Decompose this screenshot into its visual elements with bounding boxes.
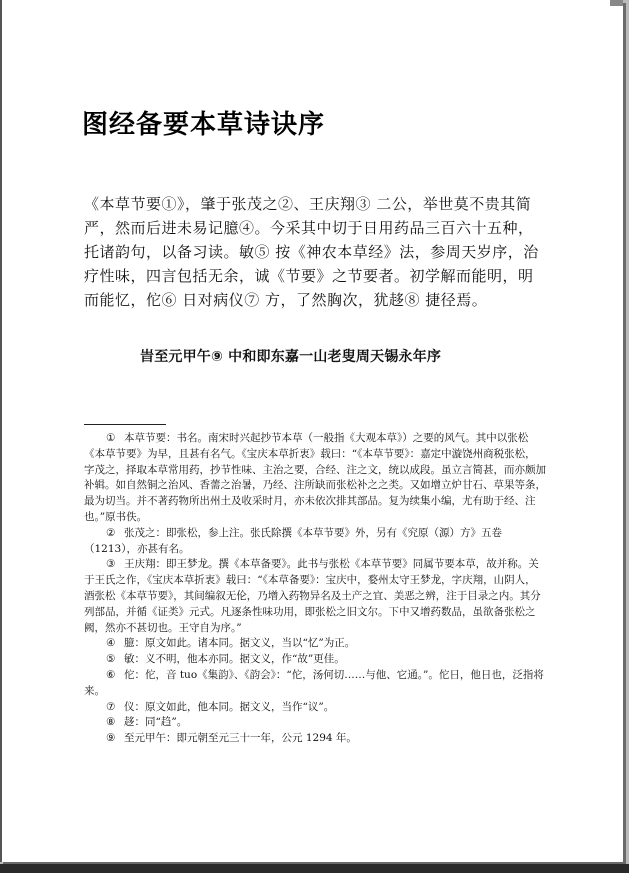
footnote-2 — [84, 526, 546, 558]
preface-paragraph: 《本草节要①》，肇于张茂之②、王庆翔③ 二公，举世莫不贵其简严，然而后进未易记臆④。今采其中切于日用药品三百六十五种，托诸韵句，以备习读。敏⑤ 按《神农本草经》法，参周天岁序，治疗性味，四言包括无余，诚《节要》之节要者。初学解而能明，明而能忆，佗⑥ 日对病仪⑦ 方，了然胸次，犹趍⑧ 捷径焉。 — [84, 195, 539, 309]
footnote-number: ⑨ — [106, 732, 116, 745]
footnote-6 — [84, 668, 546, 700]
footnote-8 — [84, 715, 546, 731]
footnote-number: ⑥ — [106, 668, 116, 681]
footnote-text: 仪：原文如此，他本同。据文义，当作“议”。 — [124, 700, 335, 713]
footnote-number: ⑦ — [106, 700, 116, 713]
preface-signature: 旹至元甲午⑨ 中和即东嘉一山老叟周天锡永年序 — [140, 349, 442, 365]
footnote-7 — [84, 700, 546, 716]
footnotes — [84, 431, 546, 747]
footnote-number: ⑤ — [106, 653, 116, 666]
footnote-9 — [84, 731, 546, 747]
footnote-4 — [84, 636, 546, 652]
page-corner-shadow — [610, 0, 623, 6]
footnote-number: ② — [106, 526, 116, 539]
footnote-number: ④ — [106, 637, 116, 650]
footnote-text: 本草节要：书名。南宋时兴起抄节本草（一般指《大观本草》）之要的风气。其中以张松《本草节要》为早，且甚有名气。《宝庆本草折衷》载曰：“《本草节要》：嘉定中漩饶州商税张松，字茂之，择取本草常用药，抄节性味、主治之要，合经、注之文，统以成段。虽立言简甚，而亦颇加补辑。如自然铜之治风、香薷之治暑，乃经、注所缺而张松补之之类。又如增立炉甘石、草果等条，最为切当。并不著药物所出州土及收采时月，亦未依次排其部品。复为续集小编，尤有助于经、注也。”原书佚。 — [84, 432, 546, 523]
footnote-number: ③ — [106, 558, 116, 571]
footnote-text: 臆：原文如此。诸本同。据文义，当以“忆”为正。 — [124, 637, 356, 650]
footnote-3 — [84, 557, 546, 636]
footnote-number: ① — [106, 432, 116, 444]
footnote-text: 张茂之：即张松，参上注。张氏除撰《本草节要》外，另有《究原（源）方》五卷（1213），亦甚有名。 — [84, 526, 502, 555]
footnote-text: 至元甲午：即元朝至元三十一年，公元 1294 年。 — [124, 732, 357, 745]
preface-body — [84, 192, 546, 312]
footnote-number: ⑧ — [106, 716, 116, 729]
footnote-divider — [84, 424, 166, 425]
footnote-text: 敏：义不明，他本亦同。据文义，作“故”更佳。 — [124, 653, 345, 666]
viewer-bottom-bar — [0, 864, 629, 873]
footnote-text: 趍：同“趋”。 — [124, 716, 188, 729]
footnote-1 — [84, 431, 546, 526]
footnote-5 — [84, 652, 546, 668]
footnote-text: 佗：佗，音 tuo《集韵》、《韵会》：“佗，汤何切……与他、它通。”。佗日，他日也，泛指将来。 — [84, 668, 544, 697]
page-title: 图经备要本草诗诀序 — [82, 110, 326, 140]
footnote-text: 王庆翔：即王梦龙。撰《本草备要》。此书与张松《本草节要》同属节要本草，故并称。关于王氏之作，《宝庆本草折衷》载曰：“《本草备要》：宝庆中，婺州太守王梦龙，字庆翔，山阴人，酒张松《本草节要》，其间编叙无伦，乃增入药物异名及土产之宜、美恶之辨，注于目录之内。其分列部品，并循《证类》元式。凡逐条性味功用，即张松之旧文尔。下中又增药数品，虽欲备张松之阙，然亦不甚切也。王守自为序。” — [84, 558, 541, 634]
